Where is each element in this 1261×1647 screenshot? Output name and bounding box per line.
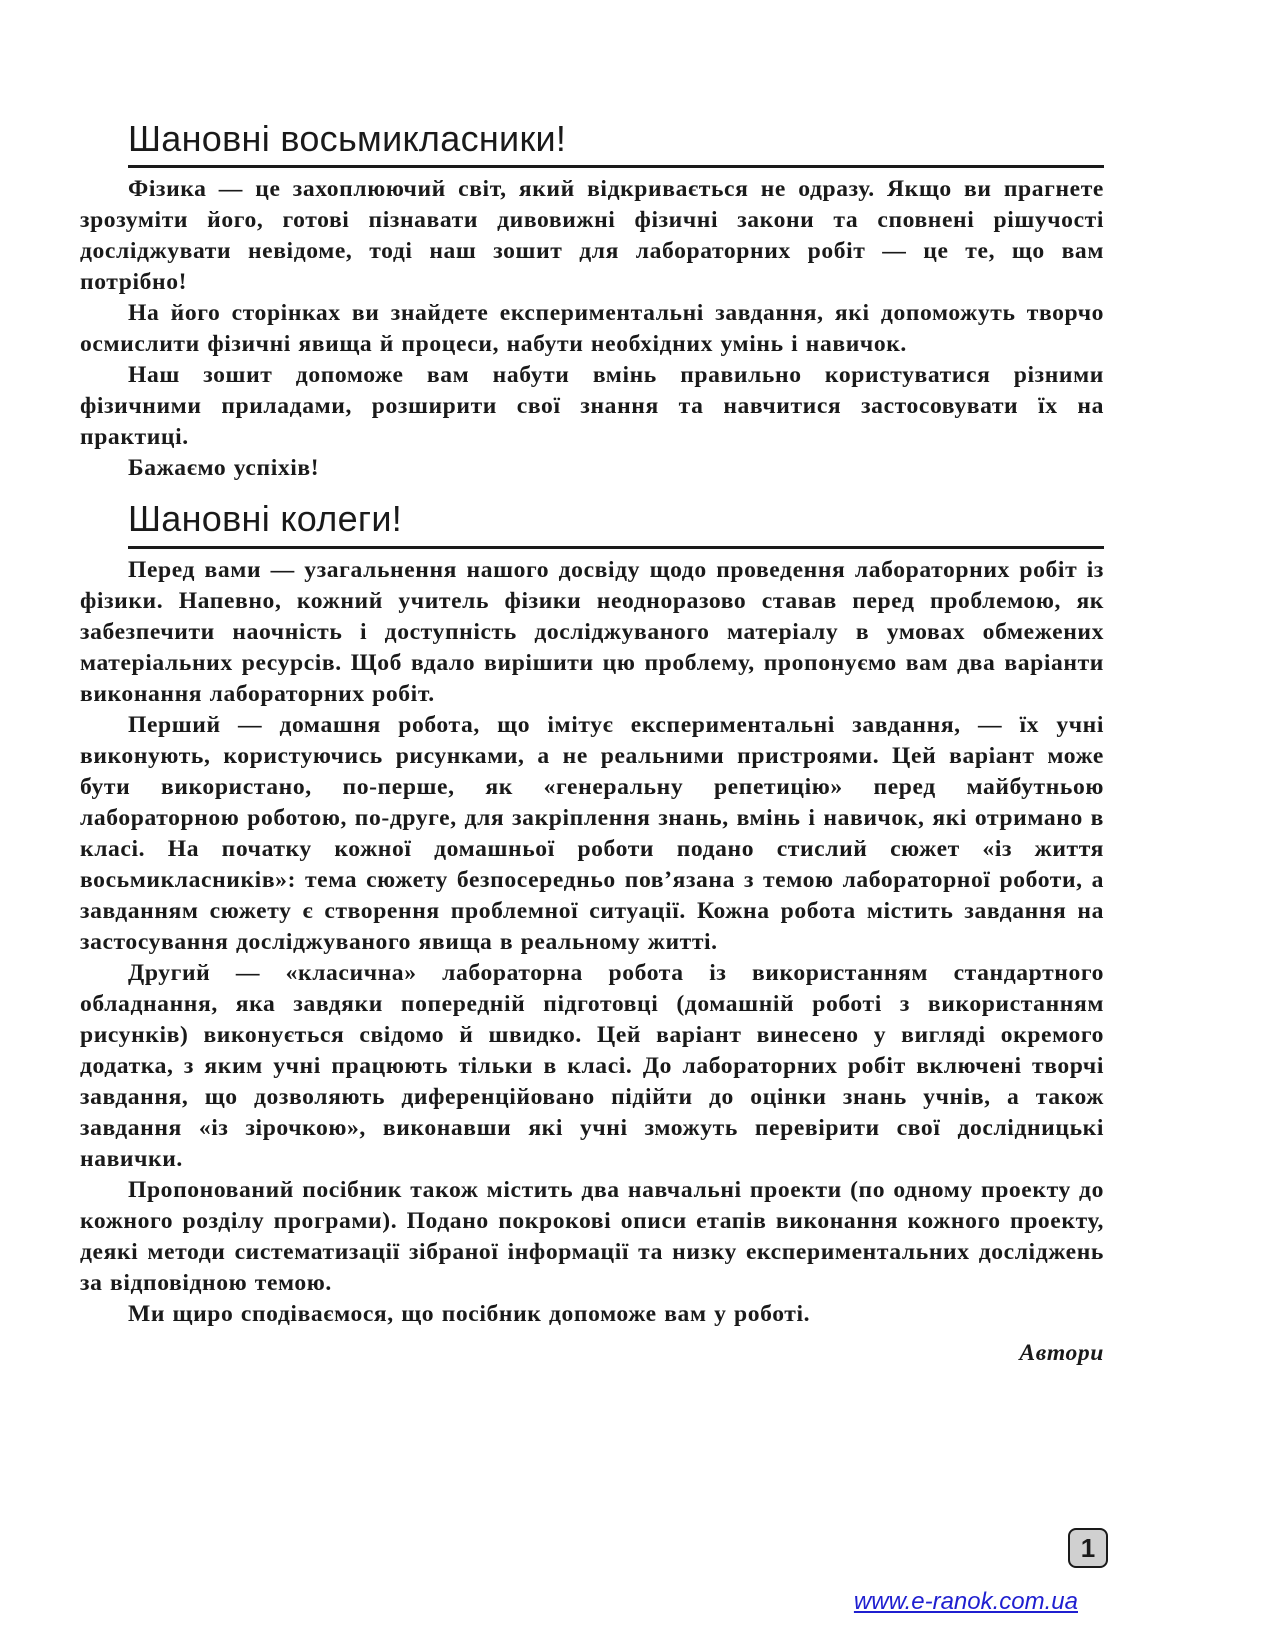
site-link[interactable]: www.e-ranok.com.ua <box>853 1588 1078 1615</box>
paragraph: Другий — «класична» лабораторна робота із використанням стандартного обладнання, яка завдяки попередній підготовці (домашній роботі з використанням рисунків) виконується свідомо й швидко. Цей варіант винесено у вигляді окремого додатка, з яким учні працюють тільки в класі. До лабораторних робіт включені творчі завдання, що дозволяють диференційовано підійти до оцінки знань учнів, а також завдання «із зірочкою», виконавши які учні зможуть перевірити свої дослідницькі навички. <box>80 959 1104 1172</box>
paragraph: Пропонований посібник також містить два навчальні проекти (по одному проекту до кожного розділу програми). Подано покрокові описи етапів виконання кожного проекту, деякі методи систематизації зібраної інформації та низку експериментальних досліджень за відповідною темою. <box>80 1176 1104 1296</box>
section-heading: Шановні колеги! <box>128 498 1104 548</box>
section-students <box>80 118 1104 484</box>
paragraph: Перший — домашня робота, що імітує експериментальні завдання, — їх учні виконують, користуючись рисунками, а не реальними пристроями. Цей варіант може бути використано, по-перше, як «генеральну репетицію» перед майбутньою лабораторною роботою, по-друге, для закріплення знань, вмінь і навичок, які отримано в класі. На початку кожної домашньої роботи подано стислий сюжет «із життя восьмикласників»: тема сюжету безпосередньо пов’язана з темою лабораторної роботи, а завданням сюжету є створення проблемної ситуації. Кожна робота містить завдання на застосування досліджуваного явища в реальному житті. <box>80 711 1104 955</box>
section-body <box>80 174 1104 484</box>
section-body <box>80 555 1104 1369</box>
page-content <box>80 118 1104 1369</box>
paragraph: Наш зошит допоможе вам набути вмінь правильно користуватися різними фізичними приладами, розширити свої знання та навчитися застосовувати їх на практиці. <box>80 362 1104 451</box>
paragraph: Фізика — це захоплюючий світ, який відкривається не одразу. Якщо ви прагнете зрозуміти його, готові пізнавати дивовижні фізичні закони та сповнені рішучості досліджувати невідоме, тоді наш зошит для лабораторних робіт — це те, що вам потрібно! <box>80 176 1104 296</box>
paragraph: Ми щиро сподіваємося, що посібник допоможе вам у роботі. <box>128 1300 811 1327</box>
paragraph: Перед вами — узагальнення нашого досвіду щодо проведення лабораторних робіт із фізики. Напевно, кожний учитель фізики неодноразово ставав перед проблемою, як забезпечити наочність і доступність досліджуваного матеріалу в умовах обмежених матеріальних ресурсів. Щоб вдало вирішити цю проблему, пропонуємо вам два варіанти виконання лабораторних робіт. <box>80 556 1104 707</box>
paragraph: На його сторінках ви знайдете експериментальні завдання, які допоможуть творчо осмислити фізичні явища й процеси, набути необхідних умінь і навичок. <box>80 300 1104 358</box>
paragraph: Бажаємо успіхів! <box>128 455 320 482</box>
signature: Автори <box>1019 1339 1104 1366</box>
section-heading: Шановні восьмикласники! <box>128 118 1104 168</box>
section-colleagues <box>80 498 1104 1368</box>
page-number-badge: 1 <box>1068 1528 1108 1568</box>
